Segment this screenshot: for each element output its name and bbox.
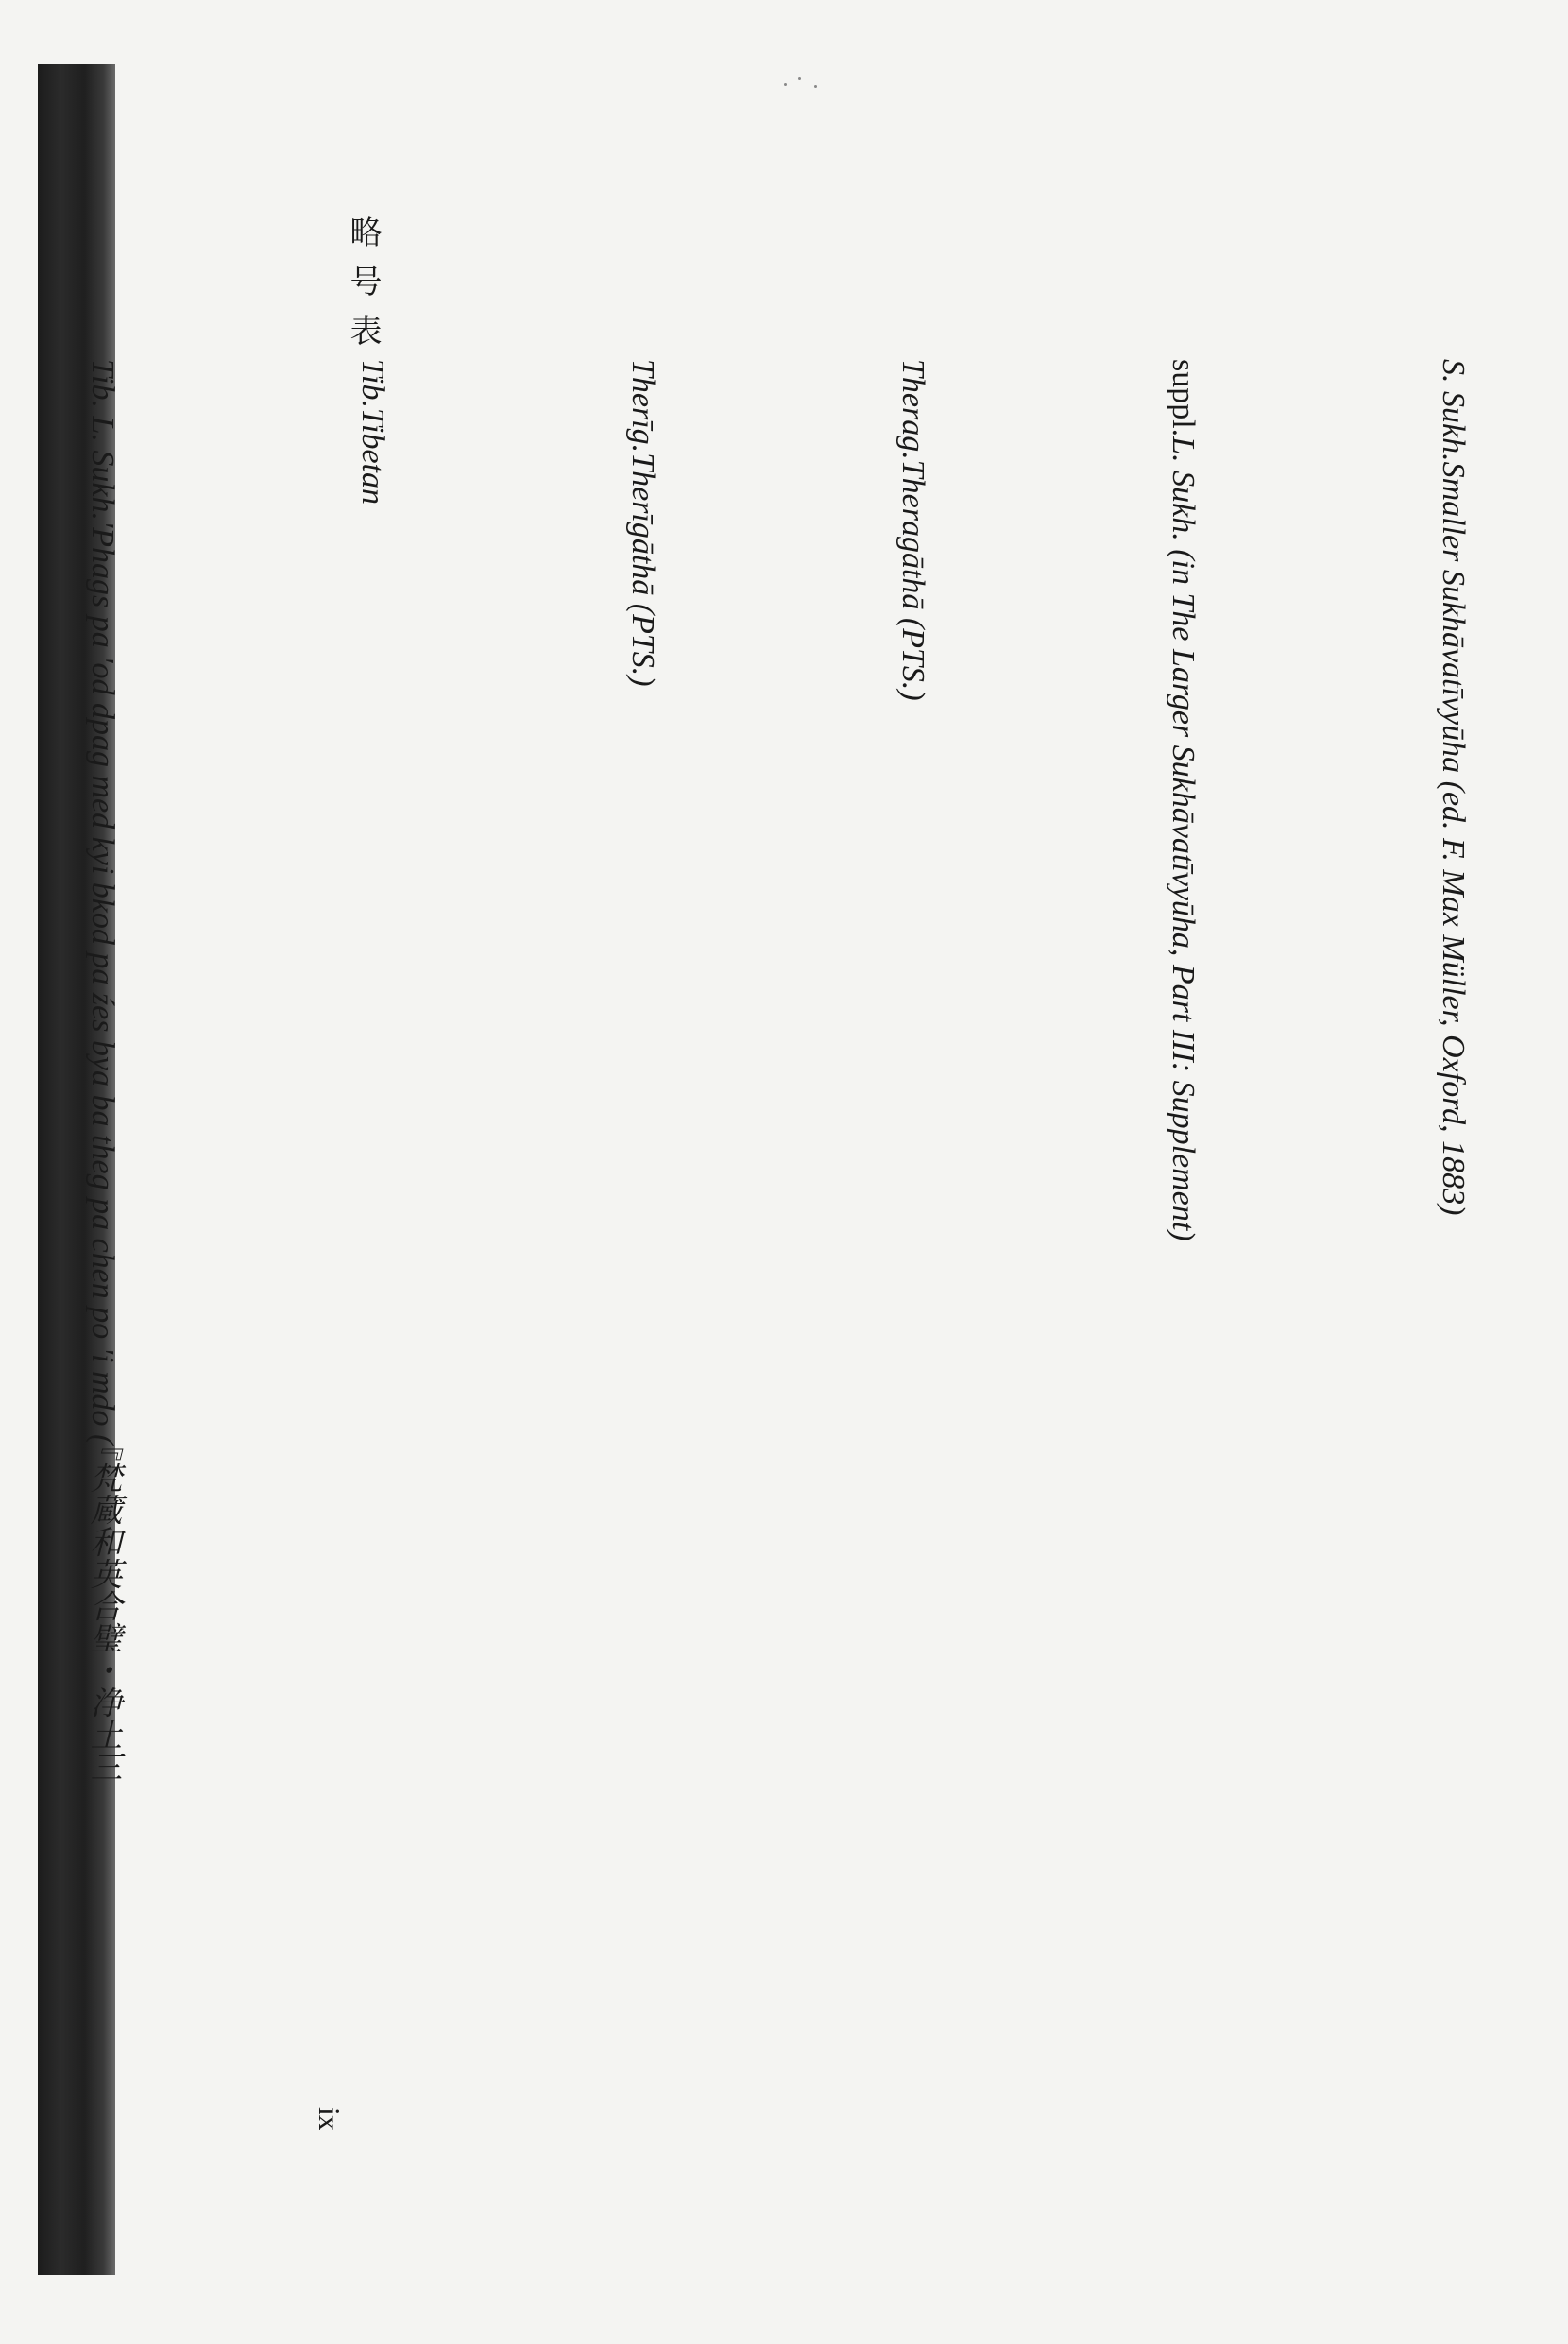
list-item [162,359,393,2249]
abbreviation-description: Smaller Sukhāvatīvyūha (ed. F. Max Müller, Oxford, 1883) [1436,461,1471,1216]
list-item [1243,359,1474,2249]
abbreviation-description: 'Phags pa 'od dpag med kyi bkod pa źes bya ba theg pa chen po 'i mdo (『梵蔵和英合璧・浄土三 [85,520,120,1783]
list-item [433,359,663,2249]
abbreviation: Therīg. [625,359,660,453]
abbreviation: Tib. L. Sukh. [85,359,120,521]
abbreviation: Therag. [895,359,930,460]
page-number: ix [313,2107,347,2130]
abbreviation-description: Tibetan [355,407,390,505]
abbreviation: S. Sukh. [1436,359,1471,462]
abbreviation-description: Therīgāthā (PTS.) [625,453,660,687]
abbreviation: suppl. [1166,359,1201,437]
list-item [0,359,123,2249]
scan-speck [784,83,787,86]
abbreviation-description: L. Sukh. (in The Larger Sukhāvatīvyūha, Part III: Supplement) [1166,436,1201,1241]
list-item [973,359,1203,2249]
scan-speck [814,85,817,88]
scan-speck [798,77,801,80]
page-heading: 略号表 [344,215,382,363]
list-item [703,359,933,2249]
abbreviation: Tib. [355,359,390,408]
abbreviation-list [85,359,1474,2249]
abbreviation-description: Theragāthā (PTS.) [895,459,930,701]
